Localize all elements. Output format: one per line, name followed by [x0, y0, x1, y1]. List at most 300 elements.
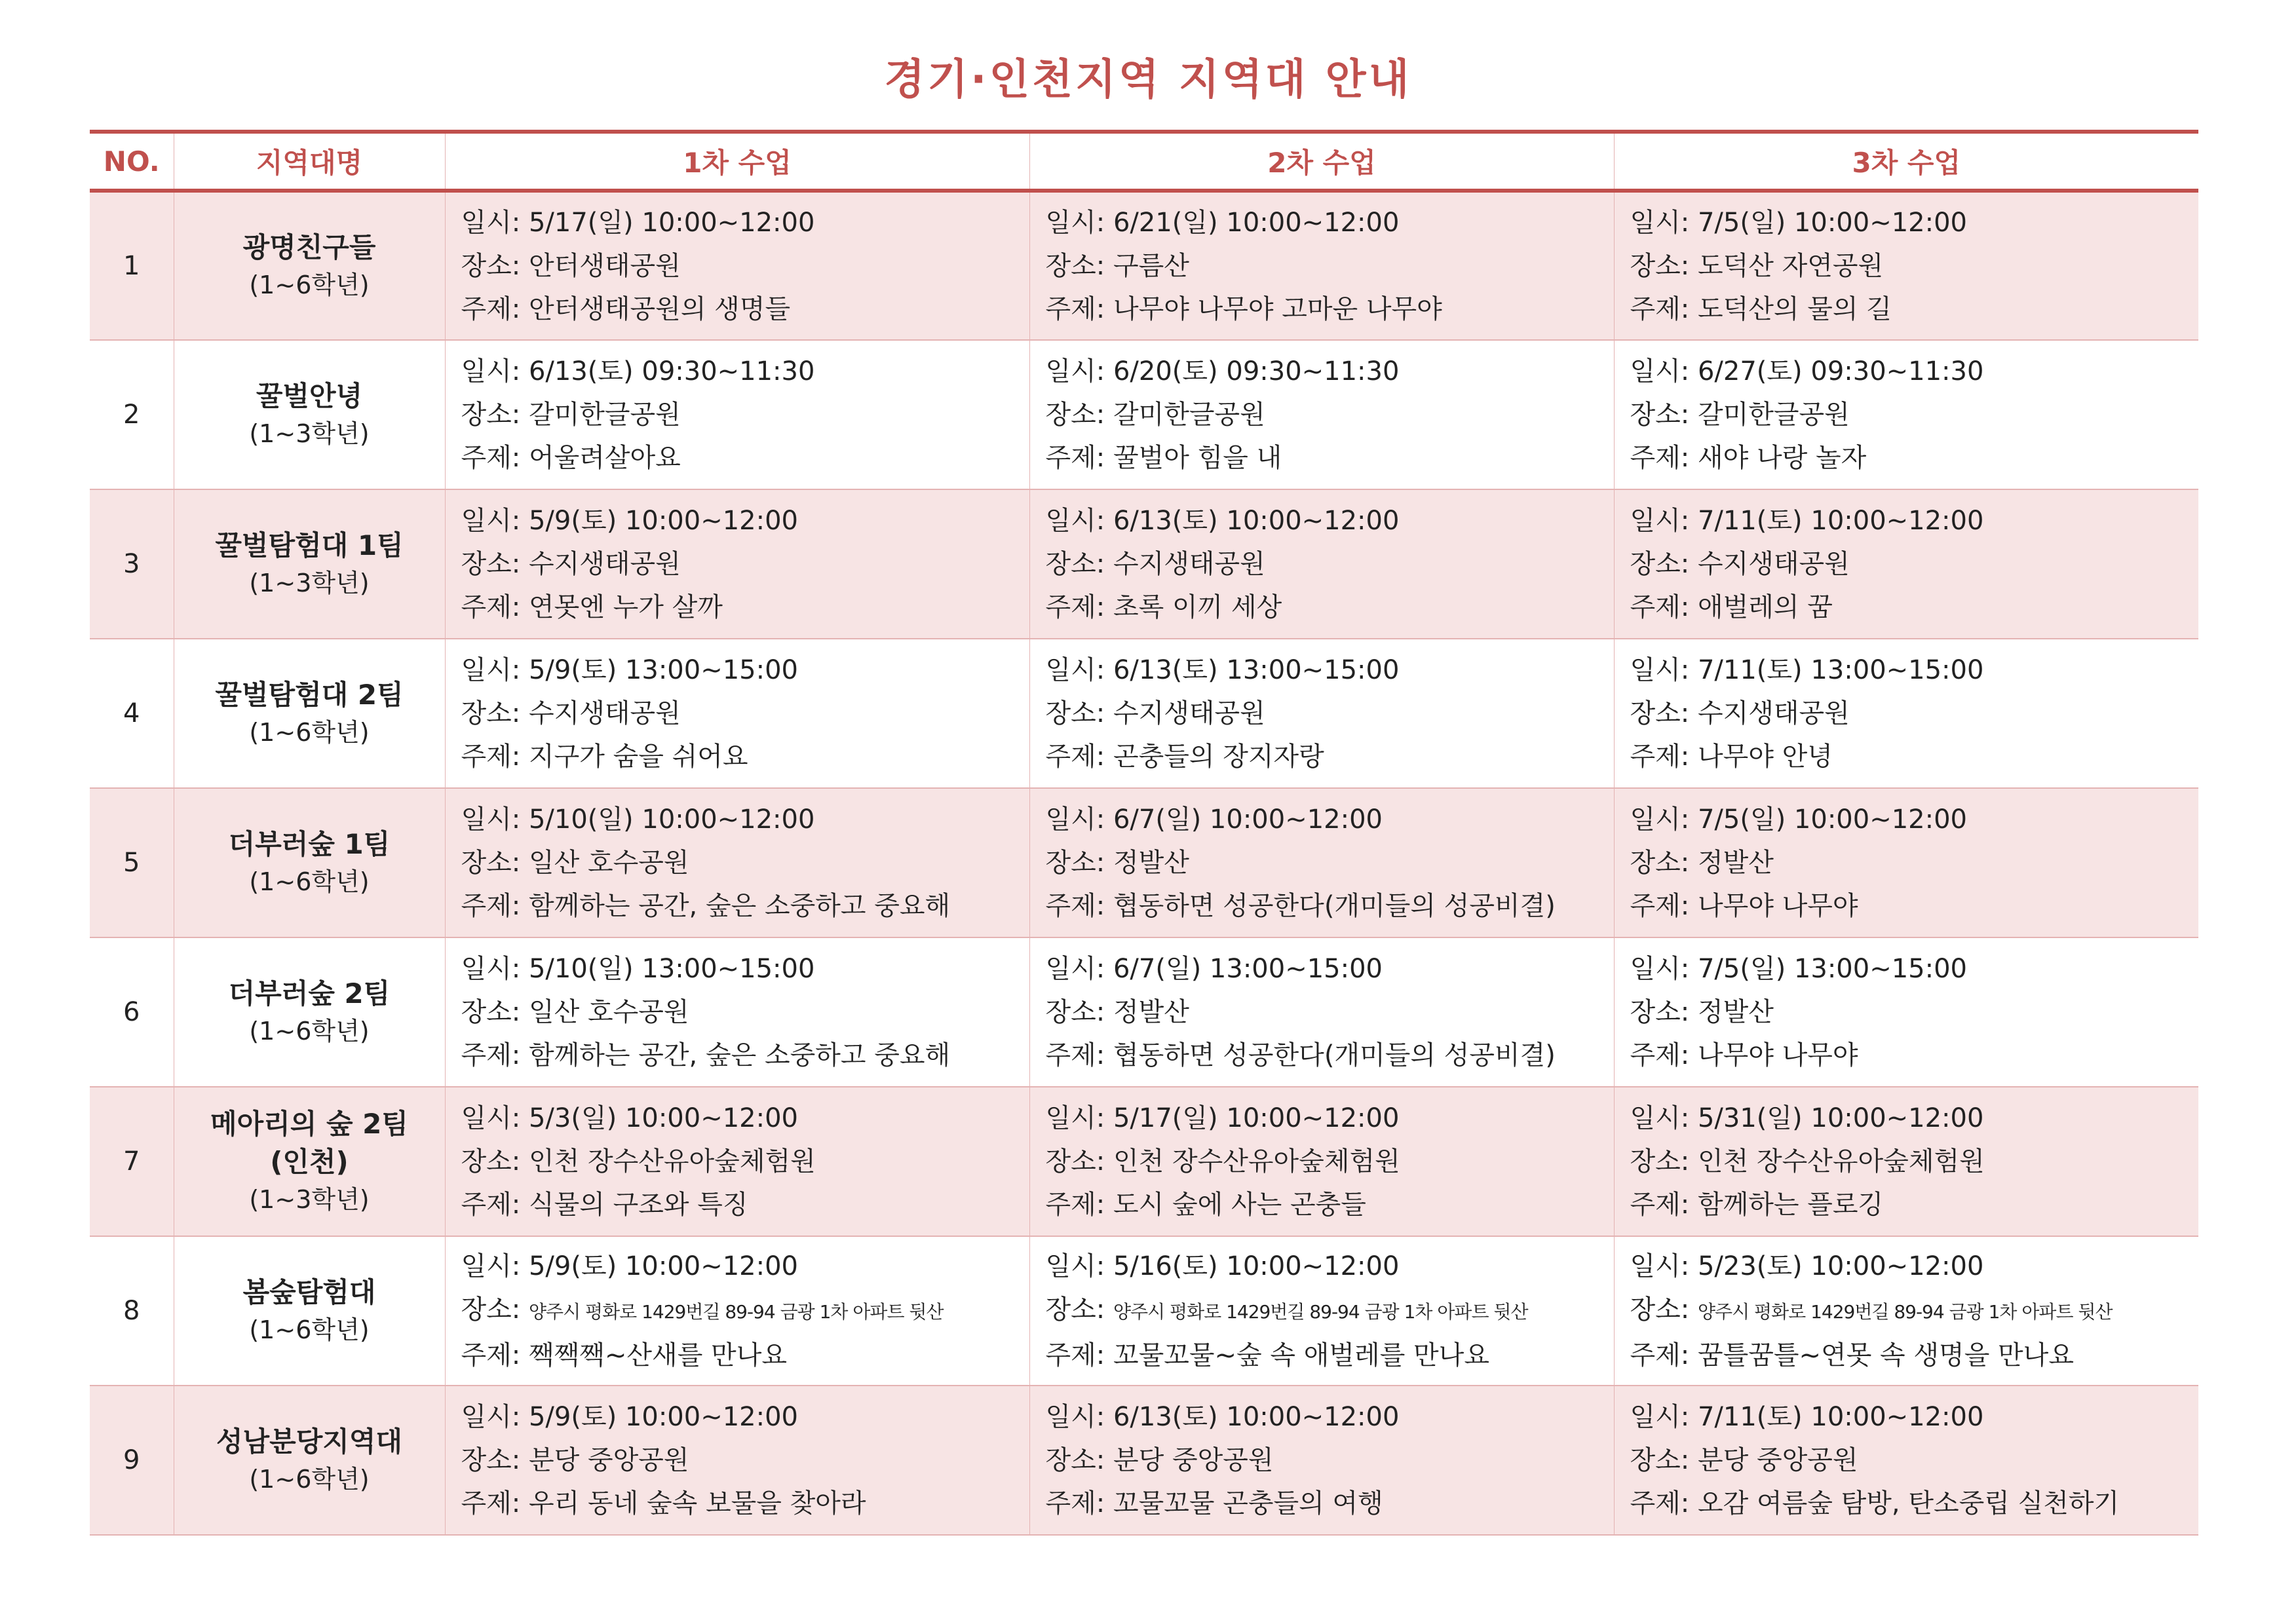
place-label: 장소:	[461, 848, 521, 878]
table-row	[90, 191, 2198, 340]
place-label: 장소:	[1630, 1146, 1690, 1177]
session-1-cell	[445, 1236, 1029, 1386]
place-label: 장소:	[1630, 848, 1690, 878]
session-date-line	[1630, 499, 2199, 542]
date-label: 일시:	[1630, 1402, 1690, 1432]
table-row	[90, 937, 2198, 1087]
session-place-line	[1046, 991, 1614, 1034]
session-1-cell	[445, 1386, 1029, 1535]
session-place: 인천 장수산유아숲체험원	[528, 1146, 816, 1177]
session-topic: 협동하면 성공한다(개미들의 성공비결)	[1113, 1040, 1556, 1070]
region-cell	[174, 1236, 445, 1386]
grade-range: (1~6학년)	[249, 718, 370, 747]
session-topic: 우리 동네 숲속 보물을 찾아라	[528, 1488, 866, 1519]
session-date: 5/9(토) 10:00~12:00	[528, 506, 798, 536]
header-session-2: 2차 수업	[1029, 132, 1614, 191]
page-title: 경기·인천지역 지역대 안내	[884, 56, 1412, 104]
place-label: 장소:	[1045, 1146, 1105, 1177]
row-number: 2	[90, 340, 174, 489]
session-place-line	[1046, 692, 1614, 735]
session-date: 5/17(일) 10:00~12:00	[1113, 1103, 1400, 1133]
session-date-line	[1630, 798, 2199, 841]
region-cell	[174, 639, 445, 788]
session-place-line	[1630, 991, 2199, 1034]
session-date-line	[461, 1395, 1029, 1439]
session-place-line	[461, 991, 1029, 1034]
session-place: 양주시 평화로 1429번길 89-94 금광 1차 아파트 뒷산	[528, 1301, 944, 1323]
session-date-line	[1046, 499, 1614, 542]
session-3-cell	[1614, 489, 2198, 639]
session-date-line	[1046, 947, 1614, 991]
place-label: 장소:	[461, 997, 521, 1027]
session-place: 인천 장수산유아숲체험원	[1697, 1146, 1985, 1177]
place-label: 장소:	[1630, 1445, 1690, 1475]
topic-label: 주제:	[1630, 592, 1690, 622]
session-place-line	[461, 1140, 1029, 1183]
session-topic-line	[1630, 884, 2199, 928]
topic-label: 주제:	[461, 742, 521, 772]
session-topic: 오감 여름숲 탐방, 탄소중립 실천하기	[1697, 1488, 2120, 1519]
session-date-line	[1630, 649, 2199, 692]
session-topic-line	[1046, 586, 1614, 629]
session-place: 양주시 평화로 1429번길 89-94 금광 1차 아파트 뒷산	[1113, 1301, 1528, 1323]
topic-label: 주제:	[461, 443, 521, 473]
date-label: 일시:	[1045, 506, 1105, 536]
session-date-line	[1046, 798, 1614, 841]
session-2-cell	[1029, 1236, 1614, 1386]
session-date: 5/9(토) 13:00~15:00	[528, 655, 798, 685]
session-topic-line	[1630, 288, 2199, 331]
region-name: 꿀벌안녕	[256, 380, 363, 412]
topic-label: 주제:	[461, 1040, 521, 1070]
topic-label: 주제:	[1045, 891, 1105, 921]
session-topic-line	[1630, 586, 2199, 629]
session-topic: 곤충들의 장지자랑	[1113, 742, 1324, 772]
region-name: 꿀벌탐험대 1팀	[215, 529, 404, 561]
session-place: 갈미한글공원	[1697, 400, 1850, 430]
session-place-line	[461, 244, 1029, 288]
session-place: 정발산	[1697, 997, 1774, 1027]
session-date: 5/23(토) 10:00~12:00	[1697, 1251, 1984, 1281]
session-topic: 새야 나랑 놀자	[1697, 443, 1867, 473]
topic-label: 주제:	[1045, 443, 1105, 473]
topic-label: 주제:	[461, 294, 521, 324]
date-label: 일시:	[1630, 954, 1690, 984]
topic-label: 주제:	[1630, 891, 1690, 921]
topic-label: 주제:	[1630, 1190, 1690, 1220]
region-cell	[174, 1087, 445, 1236]
session-date: 6/20(토) 09:30~11:30	[1113, 356, 1400, 387]
session-place: 분당 중앙공원	[1697, 1445, 1858, 1475]
place-label: 장소:	[1630, 400, 1690, 430]
topic-label: 주제:	[1630, 1340, 1690, 1370]
grade-range: (1~6학년)	[249, 1017, 370, 1046]
session-place-line	[1630, 841, 2199, 884]
session-1-cell	[445, 639, 1029, 788]
session-date-line	[461, 947, 1029, 991]
session-topic-line	[461, 735, 1029, 778]
session-place: 안터생태공원	[528, 251, 681, 281]
session-place: 수지생태공원	[1697, 549, 1850, 579]
session-date-line	[461, 201, 1029, 244]
region-name: 성남분당지역대	[216, 1426, 402, 1458]
session-date: 6/13(토) 09:30~11:30	[528, 356, 815, 387]
date-label: 일시:	[1045, 1251, 1105, 1281]
session-1-cell	[445, 1087, 1029, 1236]
session-topic-line	[461, 1183, 1029, 1226]
row-number: 3	[90, 489, 174, 639]
session-date-line	[1630, 1097, 2199, 1140]
session-date: 6/7(일) 13:00~15:00	[1113, 954, 1383, 984]
session-topic-line	[1630, 735, 2199, 778]
row-number: 7	[90, 1087, 174, 1236]
region-cell	[174, 340, 445, 489]
session-topic: 안터생태공원의 생명들	[528, 294, 791, 324]
session-place: 구름산	[1113, 251, 1189, 281]
session-topic: 나무야 안녕	[1697, 742, 1833, 772]
session-date-line	[1630, 1395, 2199, 1439]
session-topic: 식물의 구조와 특징	[528, 1190, 748, 1220]
place-label: 장소:	[1630, 1294, 1690, 1325]
session-place-line	[461, 1288, 1029, 1334]
date-label: 일시:	[461, 1251, 521, 1281]
region-name: 봄숲탐험대	[242, 1276, 376, 1308]
session-place-line	[1630, 1288, 2199, 1334]
place-label: 장소:	[1045, 1294, 1105, 1325]
session-3-cell	[1614, 191, 2198, 340]
grade-range: (1~6학년)	[249, 1315, 370, 1344]
session-date-line	[461, 798, 1029, 841]
session-place-line	[1630, 393, 2199, 436]
session-place-line	[1046, 1288, 1614, 1334]
topic-label: 주제:	[461, 1340, 521, 1370]
date-label: 일시:	[1630, 1251, 1690, 1281]
place-label: 장소:	[1630, 549, 1690, 579]
place-label: 장소:	[461, 251, 521, 281]
session-2-cell	[1029, 639, 1614, 788]
session-place: 분당 중앙공원	[1113, 1445, 1274, 1475]
session-topic: 함께하는 공간, 숲은 소중하고 중요해	[528, 1040, 951, 1070]
session-place: 정발산	[1113, 848, 1189, 878]
table-row	[90, 788, 2198, 937]
date-label: 일시:	[1045, 208, 1105, 238]
session-topic-line	[1046, 1482, 1614, 1525]
session-3-cell	[1614, 340, 2198, 489]
session-place-line	[1046, 841, 1614, 884]
date-label: 일시:	[1630, 356, 1690, 387]
table-row	[90, 1087, 2198, 1236]
session-topic-line	[461, 1034, 1029, 1077]
session-topic: 꿀벌아 힘을 내	[1113, 443, 1282, 473]
session-date: 6/21(일) 10:00~12:00	[1113, 208, 1400, 238]
date-label: 일시:	[461, 356, 521, 387]
session-date: 6/7(일) 10:00~12:00	[1113, 804, 1383, 835]
session-date: 7/11(토) 10:00~12:00	[1697, 1402, 1984, 1432]
session-topic: 꿈틀꿈틀~연못 속 생명을 만나요	[1697, 1340, 2074, 1370]
session-topic-line	[461, 288, 1029, 331]
header-region-name: 지역대명	[174, 132, 445, 191]
region-cell	[174, 1386, 445, 1535]
session-place-line	[461, 393, 1029, 436]
row-number: 8	[90, 1236, 174, 1386]
region-name: 더부러숲 1팀	[228, 828, 391, 860]
session-place-line	[1630, 1140, 2199, 1183]
session-date: 5/9(토) 10:00~12:00	[528, 1251, 798, 1281]
header-row	[90, 132, 2198, 191]
session-topic: 함께하는 플로깅	[1697, 1190, 1884, 1220]
session-place-line	[461, 692, 1029, 735]
session-date: 6/13(토) 10:00~12:00	[1113, 1402, 1400, 1432]
session-3-cell	[1614, 1236, 2198, 1386]
session-place: 수지생태공원	[1697, 698, 1850, 728]
session-place: 분당 중앙공원	[528, 1445, 689, 1475]
date-label: 일시:	[1630, 655, 1690, 685]
session-place: 일산 호수공원	[528, 997, 689, 1027]
session-date-line	[461, 1245, 1029, 1288]
session-topic: 나무야 나무야	[1697, 1040, 1858, 1070]
date-label: 일시:	[1045, 804, 1105, 835]
place-label: 장소:	[1045, 549, 1105, 579]
place-label: 장소:	[1630, 251, 1690, 281]
session-place-line	[461, 1439, 1029, 1482]
session-date-line	[1046, 201, 1614, 244]
date-label: 일시:	[1045, 1402, 1105, 1432]
date-label: 일시:	[1630, 804, 1690, 835]
place-label: 장소:	[1045, 698, 1105, 728]
session-date: 5/10(일) 13:00~15:00	[528, 954, 815, 984]
session-topic-line	[1046, 884, 1614, 928]
place-label: 장소:	[1630, 698, 1690, 728]
region-cell	[174, 191, 445, 340]
session-topic-line	[1630, 1034, 2199, 1077]
session-date-line	[461, 1097, 1029, 1140]
date-label: 일시:	[461, 1402, 521, 1432]
session-place-line	[1630, 1439, 2199, 1482]
session-topic: 도덕산의 물의 길	[1697, 294, 1892, 324]
session-place: 수지생태공원	[1113, 698, 1265, 728]
grade-range: (1~3학년)	[249, 569, 370, 597]
region-subname: (인천)	[270, 1146, 349, 1178]
date-label: 일시:	[1045, 655, 1105, 685]
session-1-cell	[445, 937, 1029, 1087]
topic-label: 주제:	[461, 1488, 521, 1519]
session-place: 도덕산 자연공원	[1697, 251, 1884, 281]
date-label: 일시:	[461, 506, 521, 536]
row-number: 6	[90, 937, 174, 1087]
date-label: 일시:	[1045, 1103, 1105, 1133]
session-place-line	[1046, 1140, 1614, 1183]
session-topic: 꼬물꼬물 곤충들의 여행	[1113, 1488, 1383, 1519]
session-topic: 지구가 숨을 쉬어요	[528, 742, 748, 772]
topic-label: 주제:	[1045, 592, 1105, 622]
session-2-cell	[1029, 1386, 1614, 1535]
session-3-cell	[1614, 937, 2198, 1087]
session-place-line	[1046, 1439, 1614, 1482]
session-date: 7/11(토) 10:00~12:00	[1697, 506, 1984, 536]
session-date: 5/16(토) 10:00~12:00	[1113, 1251, 1400, 1281]
place-label: 장소:	[461, 1445, 521, 1475]
grade-range: (1~6학년)	[249, 271, 370, 299]
session-2-cell	[1029, 1087, 1614, 1236]
region-name: 메아리의 숲 2팀	[210, 1108, 408, 1140]
row-number: 1	[90, 191, 174, 340]
session-topic: 협동하면 성공한다(개미들의 성공비결)	[1113, 891, 1556, 921]
session-topic-line	[461, 884, 1029, 928]
session-place: 갈미한글공원	[528, 400, 681, 430]
topic-label: 주제:	[461, 1190, 521, 1220]
session-1-cell	[445, 340, 1029, 489]
session-place-line	[1046, 393, 1614, 436]
session-date-line	[1046, 1097, 1614, 1140]
session-date: 7/5(일) 13:00~15:00	[1697, 954, 1967, 984]
topic-label: 주제:	[1045, 1190, 1105, 1220]
date-label: 일시:	[461, 1103, 521, 1133]
place-label: 장소:	[1045, 1445, 1105, 1475]
session-topic-line	[1046, 1183, 1614, 1226]
session-place: 수지생태공원	[1113, 549, 1265, 579]
topic-label: 주제:	[1630, 1488, 1690, 1519]
session-date-line	[1630, 1245, 2199, 1288]
session-topic-line	[1046, 1034, 1614, 1077]
session-date: 5/31(일) 10:00~12:00	[1697, 1103, 1984, 1133]
session-date: 5/3(일) 10:00~12:00	[528, 1103, 798, 1133]
topic-label: 주제:	[1630, 443, 1690, 473]
date-label: 일시:	[461, 208, 521, 238]
place-label: 장소:	[1045, 848, 1105, 878]
region-cell	[174, 489, 445, 639]
session-topic: 초록 이끼 세상	[1113, 592, 1282, 622]
place-label: 장소:	[1630, 997, 1690, 1027]
session-topic: 함께하는 공간, 숲은 소중하고 중요해	[528, 891, 951, 921]
session-place: 정발산	[1697, 848, 1774, 878]
table-row	[90, 1386, 2198, 1535]
session-topic: 나무야 나무야	[1697, 891, 1858, 921]
topic-label: 주제:	[1045, 1040, 1105, 1070]
date-label: 일시:	[1630, 208, 1690, 238]
session-place: 수지생태공원	[528, 698, 681, 728]
region-name: 더부러숲 2팀	[228, 977, 391, 1010]
session-topic-line	[461, 1334, 1029, 1377]
session-3-cell	[1614, 788, 2198, 937]
table-row	[90, 639, 2198, 788]
place-label: 장소:	[1045, 997, 1105, 1027]
date-label: 일시:	[461, 954, 521, 984]
session-date: 5/10(일) 10:00~12:00	[528, 804, 815, 835]
session-2-cell	[1029, 191, 1614, 340]
session-date-line	[1046, 1245, 1614, 1288]
session-3-cell	[1614, 1087, 2198, 1236]
topic-label: 주제:	[461, 592, 521, 622]
date-label: 일시:	[1630, 1103, 1690, 1133]
topic-label: 주제:	[1630, 1040, 1690, 1070]
session-date: 5/9(토) 10:00~12:00	[528, 1402, 798, 1432]
session-topic: 나무야 나무야 고마운 나무야	[1113, 294, 1442, 324]
region-name: 꿀벌탐험대 2팀	[215, 679, 404, 711]
row-number: 9	[90, 1386, 174, 1535]
topic-label: 주제:	[1045, 1340, 1105, 1370]
grade-range: (1~3학년)	[249, 1185, 370, 1214]
session-date-line	[1046, 649, 1614, 692]
session-topic-line	[461, 586, 1029, 629]
session-topic-line	[461, 1482, 1029, 1525]
session-date: 7/5(일) 10:00~12:00	[1697, 208, 1967, 238]
session-2-cell	[1029, 937, 1614, 1087]
topic-label: 주제:	[1630, 742, 1690, 772]
session-1-cell	[445, 788, 1029, 937]
date-label: 일시:	[461, 655, 521, 685]
row-number: 4	[90, 639, 174, 788]
session-place: 정발산	[1113, 997, 1189, 1027]
session-topic: 연못엔 누가 살까	[528, 592, 723, 622]
topic-label: 주제:	[1045, 742, 1105, 772]
grade-range: (1~3학년)	[249, 419, 370, 448]
header-no: NO.	[90, 132, 174, 191]
session-place: 일산 호수공원	[528, 848, 689, 878]
session-topic: 도시 숲에 사는 곤충들	[1113, 1190, 1366, 1220]
session-2-cell	[1029, 340, 1614, 489]
place-label: 장소:	[1045, 400, 1105, 430]
session-topic-line	[1046, 436, 1614, 480]
session-date: 7/5(일) 10:00~12:00	[1697, 804, 1967, 835]
place-label: 장소:	[461, 400, 521, 430]
session-date: 6/27(토) 09:30~11:30	[1697, 356, 1984, 387]
session-topic-line	[1046, 288, 1614, 331]
region-name: 광명친구들	[242, 231, 376, 263]
session-place-line	[1046, 542, 1614, 586]
session-topic-line	[1046, 735, 1614, 778]
session-topic-line	[1630, 1183, 2199, 1226]
date-label: 일시:	[461, 804, 521, 835]
session-1-cell	[445, 191, 1029, 340]
date-label: 일시:	[1045, 356, 1105, 387]
place-label: 장소:	[1045, 251, 1105, 281]
session-topic: 짹짹짹~산새를 만나요	[528, 1340, 787, 1370]
session-topic-line	[1046, 1334, 1614, 1377]
session-date: 7/11(토) 13:00~15:00	[1697, 655, 1984, 685]
topic-label: 주제:	[1045, 1488, 1105, 1519]
table-row	[90, 489, 2198, 639]
session-topic: 애벌레의 꿈	[1697, 592, 1833, 622]
place-label: 장소:	[461, 1294, 521, 1325]
session-topic: 어울려살아요	[528, 443, 681, 473]
session-date-line	[1630, 947, 2199, 991]
place-label: 장소:	[461, 698, 521, 728]
session-place-line	[1046, 244, 1614, 288]
session-date-line	[1046, 1395, 1614, 1439]
topic-label: 주제:	[1630, 294, 1690, 324]
session-1-cell	[445, 489, 1029, 639]
session-place-line	[461, 542, 1029, 586]
table-row	[90, 1236, 2198, 1386]
grade-range: (1~6학년)	[249, 867, 370, 896]
session-date-line	[1630, 350, 2199, 393]
session-place: 갈미한글공원	[1113, 400, 1265, 430]
date-label: 일시:	[1630, 506, 1690, 536]
session-date-line	[461, 350, 1029, 393]
session-date: 6/13(토) 13:00~15:00	[1113, 655, 1400, 685]
session-3-cell	[1614, 1386, 2198, 1535]
session-topic-line	[1630, 436, 2199, 480]
session-date-line	[1630, 201, 2199, 244]
region-cell	[174, 788, 445, 937]
session-topic-line	[1630, 1482, 2199, 1525]
session-place-line	[1630, 692, 2199, 735]
schedule-table	[90, 130, 2198, 1536]
header-session-1: 1차 수업	[445, 132, 1029, 191]
session-place: 수지생태공원	[528, 549, 681, 579]
topic-label: 주제:	[1045, 294, 1105, 324]
table-row	[90, 340, 2198, 489]
